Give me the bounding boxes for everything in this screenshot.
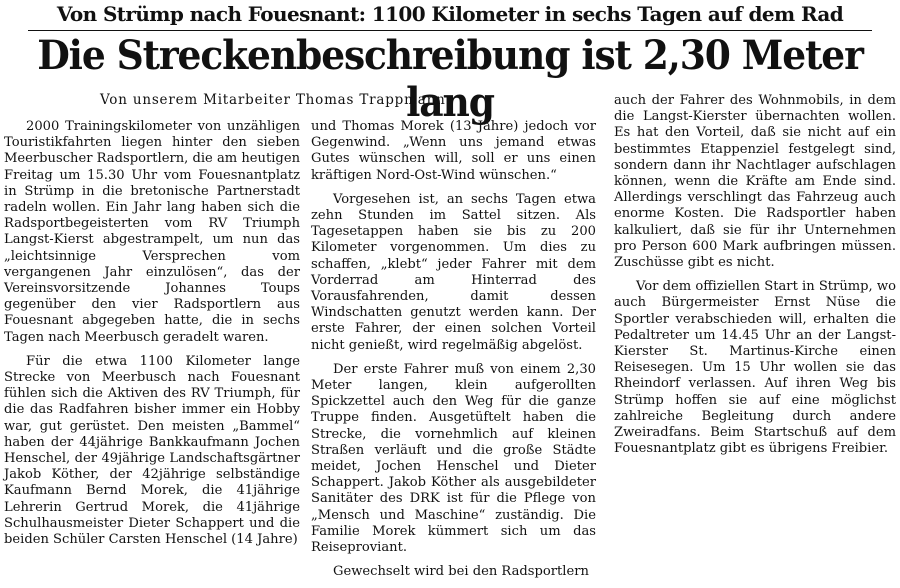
paragraph: 2000 Trainingskilometer von unzähligen Touristikfahrten liegen hinter den sieben Meerbuscher Radsportlern, die am heutigen Freitag um 15.30 Uhr vom Fouesnantplatz in Strümp in die bretonische Partnerstadt radeln wollen. Ein Jahr lang haben sich die Radsportbegeisterten vom RV Triumph Langst-Kierst abgestrampelt, um nun das „leichtsinnige Versprechen vom vergangenen Jahr einzulösen“, das der Vereinsvorsitzende Johannes Toups gegenüber den vier Radsportlern aus Fouesnant abgegeben hatte, die in sechs Tagen nach Meerbusch geradelt waren. [4,119,300,345]
paragraph: Vorgesehen ist, an sechs Tagen etwa zehn Stunden im Sattel sitzen. Als Tagesetappen haben sie bis zu 200 Kilometer vorgenommen. Um dies zu schaffen, „klebt“ jeder Fahrer mit dem Vorderrad am Hinterrad des Vorausfahrenden, damit dessen Windschatten genutzt werden kann. Der erste Fahrer, der einen solchen Vorteil nicht genießt, wird regelmäßig abgelöst. [311,191,596,353]
paragraph: Gewechselt wird bei den Radsportlern [333,564,589,580]
article-column-1 [4,119,300,556]
kicker-headline: Von Strümp nach Fouesnant: 1100 Kilometer in sechs Tagen auf dem Rad [56,2,844,26]
paragraph: Für die etwa 1100 Kilometer lange Strecke von Meerbusch nach Fouesnant fühlen sich die Aktiven des RV Triumph, für die das Radfahren bisher immer ein Hobby war, gut gerüstet. Den meisten „Bammel“ haben der 44jährige Bankkaufmann Jochen Henschel, der 49jährige Landschaftsgärtner Jakob Köther, der 42jährige selbständige Kaufmann Bernd Morek, die 41jährige Lehrerin Gertrud Morek, die 41jährige Schulhausmeister Dieter Schappert und die beiden Schüler Carsten Henschel (14 Jahre) [4,353,300,548]
paragraph: Der erste Fahrer muß von einem 2,30 Meter langen, klein aufgerollten Spickzettel auch den Weg für die ganze Truppe finden. Ausgetüftelt haben die Strecke, die vornehmlich auf kleinen Straßen verläuft und die große Städte meidet, Jochen Henschel und Dieter Schappert. Jakob Köther als ausgebildeter Sanitäter des DRK ist für die Pflege von „Mensch und Maschine“ zuständig. Die Familie Morek kümmert sich um das Reiseproviant. [311,361,596,556]
paragraph: und Thomas Morek (13 Jahre) jedoch vor Gegenwind. „Wenn uns jemand etwas Gutes wünschen will, soll er uns einen kräftigen Nord-Ost-Wind wünschen.“ [311,119,596,183]
kicker-rule [28,30,872,31]
article-column-2 [311,119,596,588]
paragraph: Vor dem offiziellen Start in Strümp, wo auch Bürgermeister Ernst Nüse die Sportler verabschieden will, erhalten die Pedaltreter um 14.45 Uhr an der Langst-Kierster St. Martinus-Kirche einen Reisesegen. Um 15 Uhr wollen sie das Rheindorf verlassen. Auf ihren Weg bis Strümp hoffen sie auf eine möglichst zahlreiche Begleitung durch andere Zweiradfans. Beim Startschuß auf dem Fouesnantplatz gibt es übrigens Freibier. [614,279,896,457]
article-column-3 [614,93,896,465]
main-headline: Die Streckenbeschreibung ist 2,30 Meter lang [37,32,863,126]
paragraph: auch der Fahrer des Wohnmobils, in dem die Langst-Kierster übernachten wollen. Es hat den Vorteil, daß sie nicht auf ein bestimmtes Etappenziel festgelegt sind, sondern dann ihr Nachtlager aufschlagen können, wenn die Kräfte am Ende sind. Allerdings verschlingt das Fahrzeug auch enorme Kosten. Die Radsportler haben kalkuliert, daß sie für ihr Unternehmen pro Person 600 Mark aufbringen müssen. Zuschüsse gibt es nicht. [614,93,896,271]
byline: Von unserem Mitarbeiter Thomas Trappmann [100,92,446,108]
